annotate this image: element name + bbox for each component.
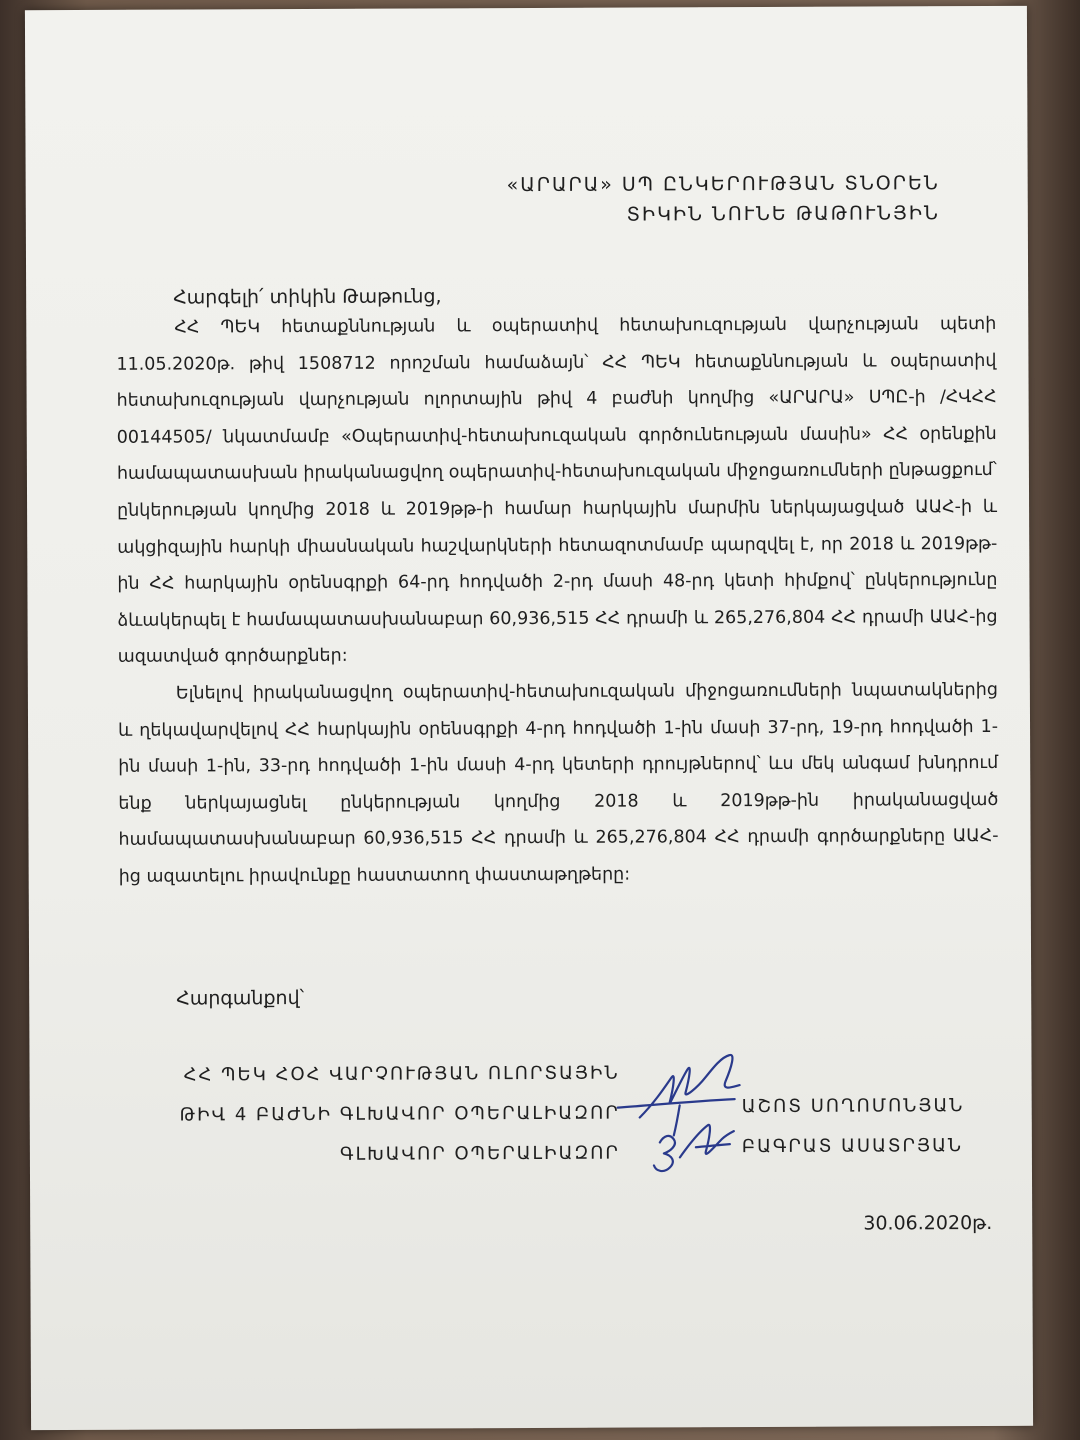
body-paragraph-1: ՀՀ ՊԵԿ հետաքննության և օպերատիվ հետախուզության վարչության պետի 11.05.2020թ. թիվ 1508712 որոշման համաձայն՝ ՀՀ ՊԵԿ հետաքննության և օպերատիվ հետախուզության վարչության ոլորտային թիվ 4 բաժնի կողմից «ԱՐԱՐԱ» ՍՊԸ-ի /ՀՎՀՀ 00144505/ նկատմամբ «Օպերատիվ-հետախուզական գործունեության մասին» ՀՀ օրենքին համապատասխան իրականացվող օպերատիվ-հետախուզական միջոցառումների ընթացքում՝ ընկերության կողմից 2018 և 2019թթ-ի համար հարկային մարմին ներկայացված ԱԱՀ-ի և ակցիզային հարկի միասնական հաշվարկների հետազոտմամբ պարզվել է, որ 2018 և 2019թթ-ին ՀՀ հարկային օրենսգրքի 64-րդ հոդվածի 2-րդ մասի 48-րդ կետի հիմքով՝ ընկերությունը ձևակերպել է համապատասխանաբար 60,936,515 ՀՀ դրամի և 265,276,804 ՀՀ դրամի ԱԱՀ-ից ազատված գործարքներ: (116, 313, 998, 668)
signatory-names (742, 1086, 965, 1167)
signatory-positions (159, 1054, 620, 1176)
signature-1 (617, 1055, 739, 1136)
position-line-1: ՀՀ ՊԵԿ ՀՕՀ ՎԱՐՉՈՒԹՅԱՆ ՈԼՈՐՏԱՅԻՆ (183, 1062, 620, 1086)
position-line-3: ԳԼԽԱՎՈՐ ՕՊԵՐԱԼԻԱԶՈՐ (339, 1142, 620, 1165)
position-line-2: ԹԻՎ 4 ԲԱԺՆԻ ԳԼԽԱՎՈՐ ՕՊԵՐԱԼԻԱԶՈՐ (179, 1102, 620, 1126)
body-paragraph-2: Ելնելով իրականացվող օպերատիվ-հետախուզական միջոցառումների նպատակներից և ղեկավարվելով ՀՀ հարկային օրենսգրքի 4-րդ հոդվածի 1-ին մասի 37-րդ, 19-րդ հոդվածի 1-ին մասի 1-ին, 33-րդ հոդվածի 1-ին մասի 4-րդ կետերի դրույթներով՝ ևս մեկ անգամ խնդրում ենք ներկայացնել ընկերության կողմից 2018 և 2019թթ-ին իրականացված համապատասխանաբար 60,936,515 ՀՀ դրամի և 265,276,804 ՀՀ դրամի գործարքները ԱԱՀ-ից ազատելու իրավունքը հաստատող փաստաթղթերը: (118, 679, 999, 887)
closing-regards: Հարգանքով՝ (176, 986, 305, 1010)
name-line-1: ԱՇՈՏ ՍՈՂՈՄՈՆՅԱՆ (741, 1095, 965, 1118)
salutation: Հարգելի՛ տիկին Թաթունց, (173, 285, 442, 309)
addressee-block (507, 168, 940, 230)
letter-body (116, 306, 999, 895)
letter-sheet (25, 6, 1033, 1430)
addressee-line-2: ՏԻԿԻՆ ՆՈՒՆԵ ԹԱԹՈՒՆՅԻՆ (626, 202, 940, 226)
letter-date: 30.06.2020թ. (863, 1211, 993, 1235)
signature-2 (654, 1125, 734, 1171)
addressee-line-1: «ԱՐԱՐԱ» ՍՊ ԸՆԿԵՐՈՒԹՅԱՆ ՏՆՕՐԵՆ (506, 172, 940, 197)
name-line-2: ԲԱԳՐԱՏ ԱՍԱՏՐՅԱՆ (741, 1135, 964, 1158)
